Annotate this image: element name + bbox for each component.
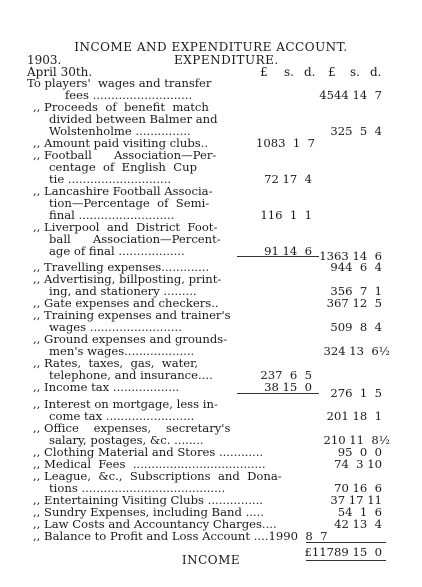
col-head-pounds-1: £ [260, 65, 268, 79]
line-league-subscriptions: ,, League, &c., Subscriptions and Dona- [33, 469, 282, 483]
account-title: INCOME AND EXPENDITURE ACCOUNT. [74, 40, 348, 54]
line-english-cup: centage of English Cup [49, 160, 198, 174]
line-lancashire: ,, Lancashire Football Associa- [33, 184, 213, 198]
line-interest-mortgage: ,, Interest on mortgage, less in- [33, 397, 218, 411]
line-benefit-divided: divided between Balmer and [49, 112, 218, 126]
amount-cup-tie: 72 17 4 [264, 172, 312, 186]
line-telephone: telephone, and insurance.... [49, 368, 213, 382]
line-groundsmen-wages: men's wages................... [49, 344, 195, 358]
line-come-tax: come tax ........................ [49, 409, 195, 423]
date: April 30th. [27, 65, 93, 79]
total-benefit-match: 325 5 4 [330, 124, 382, 138]
line-benefit-match: ,, Proceeds of benefit match [33, 100, 209, 114]
total-medical-fees: 74 3 10 [334, 457, 382, 471]
line-balance-profit-loss: ,, Balance to Profit and Loss Account ....1990 8 7 [33, 529, 328, 543]
grand-total-rule [306, 542, 386, 543]
total-office-expenses: 210 11 8½ [323, 433, 390, 447]
total-rates-and-tax: 276 1 5 [330, 386, 382, 400]
line-clothing: ,, Clothing Material and Stores ............ [33, 445, 264, 459]
line-stationery: ing, and stationery ......... [49, 284, 197, 298]
col-head-shillings-1: s. [284, 65, 294, 79]
total-gate-expenses: 367 12 5 [326, 296, 382, 310]
total-sundry: 54 1 6 [337, 505, 382, 519]
line-players-fees: fees ........................... [65, 88, 193, 102]
line-donations: tions ....................................... [49, 481, 226, 495]
col-head-pence-1: d. [304, 65, 316, 79]
line-training: ,, Training expenses and trainer's [33, 308, 231, 322]
line-semi-percentage: tion—Percentage of Semi- [49, 196, 210, 210]
total-clothing: 95 0 0 [337, 445, 382, 459]
line-football-association: ,, Football Association—Per- [33, 148, 217, 162]
total-advertising: 356 7 1 [330, 284, 382, 298]
subtotal-rule-2 [237, 393, 319, 394]
next-section-title: INCOME [181, 553, 241, 567]
line-office-expenses: ,, Office expenses, secretary's [33, 421, 231, 435]
total-law-costs: 42 13 4 [334, 517, 382, 531]
line-travelling: ,, Travelling expenses............. [33, 260, 210, 274]
line-ground-expenses: ,, Ground expenses and grounds- [33, 332, 228, 346]
total-entertaining: 37 17 11 [330, 493, 382, 507]
amount-income-tax: 38 15 0 [264, 380, 312, 394]
section-title: EXPENDITURE. [174, 53, 279, 67]
line-entertaining: ,, Entertaining Visiting Clubs ............... [33, 493, 263, 507]
col-head-pence-2: d. [370, 65, 382, 79]
line-benefit-wolstenholme: Wolstenholme ............... [49, 124, 191, 138]
line-semi-final: final .......................... [49, 208, 175, 222]
line-law-costs: ,, Law Costs and Accountancy Charges.... [33, 517, 277, 531]
line-income-tax: ,, Income tax .................. [33, 380, 180, 394]
line-advertising: ,, Advertising, billposting, print- [33, 272, 222, 286]
amount-age-of-final: 91 14 6 [264, 244, 312, 258]
col-head-pounds-2: £ [328, 65, 336, 79]
total-training: 509 8 4 [330, 320, 382, 334]
line-medical-fees: ,, Medical Fees .................................... [33, 457, 266, 471]
line-rates: ,, Rates, taxes, gas, water, [33, 356, 199, 370]
line-cup-tie: tie ............................ [49, 172, 172, 186]
total-league-subscriptions: 70 16 6 [334, 481, 382, 495]
amount-visiting-clubs: 1083 1 7 [256, 136, 315, 150]
year: 1903. [27, 53, 62, 67]
total-travelling: 944 6 4 [330, 260, 382, 274]
total-ground-expenses: 324 13 6½ [323, 344, 390, 358]
total-interest-mortgage: 201 18 1 [326, 409, 382, 423]
line-sundry: ,, Sundry Expenses, including Band ..... [33, 505, 264, 519]
line-liverpool: ,, Liverpool and District Foot- [33, 220, 218, 234]
line-salary-postages: salary, postages, &c. ........ [49, 433, 204, 447]
grand-total: £11789 15 0 [304, 545, 382, 559]
amount-telephone: 237 6 5 [260, 368, 312, 382]
line-training-wages: wages ......................... [49, 320, 182, 334]
line-players-wages: To players' wages and transfer [27, 76, 212, 90]
line-ball-association: ball Association—Percent- [49, 232, 221, 246]
line-age-of-final: age of final .................. [49, 244, 185, 258]
col-head-shillings-2: s. [350, 65, 360, 79]
total-cup-percentages: 1363 14 6 [319, 249, 382, 263]
total-players-wages: 4544 14 7 [319, 88, 382, 102]
subtotal-rule-1 [237, 256, 319, 257]
line-gate-expenses: ,, Gate expenses and checkers.. [33, 296, 219, 310]
line-visiting-clubs: ,, Amount paid visiting clubs.. [33, 136, 209, 150]
amount-semi-final: 116 1 1 [260, 208, 312, 222]
